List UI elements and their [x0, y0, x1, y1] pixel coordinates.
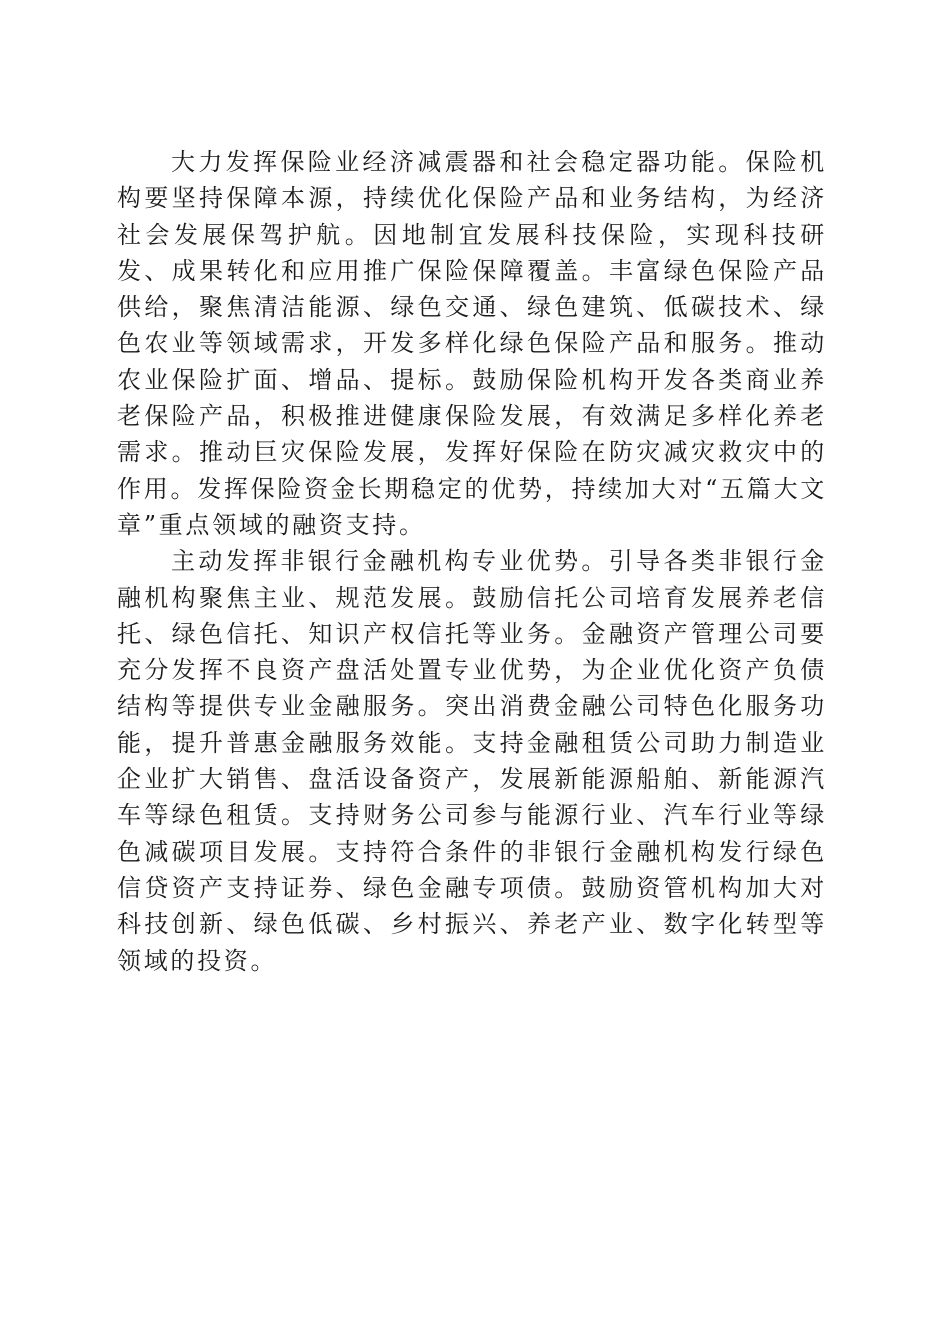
paragraph-non-bank-finance: 主动发挥非银行金融机构专业优势。引导各类非银行金融机构聚焦主业、规范发展。鼓励信托公司培育发展养老信托、绿色信托、知识产权信托等业务。金融资产管理公司要充分发挥不良资产盘活处置专业优势，为企业优化资产负债结构等提供专业金融服务。突出消费金融公司特色化服务功能，提升普惠金融服务效能。支持金融租赁公司助力制造业企业扩大销售、盘活设备资产，发展新能源船舶、新能源汽车等绿色租赁。支持财务公司参与能源行业、汽车行业等绿色减碳项目发展。支持符合条件的非银行金融机构发行绿色信贷资产支持证券、绿色金融专项债。鼓励资管机构加大对科技创新、绿色低碳、乡村振兴、养老产业、数字化转型等领域的投资。 — [117, 547, 827, 975]
document-page — [117, 144, 827, 979]
paragraph-insurance: 大力发挥保险业经济减震器和社会稳定器功能。保险机构要坚持保障本源，持续优化保险产品和业务结构，为经济社会发展保驾护航。因地制宜发展科技保险，实现科技研发、成果转化和应用推广保险保障覆盖。丰富绿色保险产品供给，聚焦清洁能源、绿色交通、绿色建筑、低碳技术、绿色农业等领域需求，开发多样化绿色保险产品和服务。推动农业保险扩面、增品、提标。鼓励保险机构开发各类商业养老保险产品，积极推进健康保险发展，有效满足多样化养老需求。推动巨灾保险发展，发挥好保险在防灾减灾救灾中的作用。发挥保险资金长期稳定的优势，持续加大对“五篇大文章”重点领域的融资支持。 — [117, 148, 827, 539]
